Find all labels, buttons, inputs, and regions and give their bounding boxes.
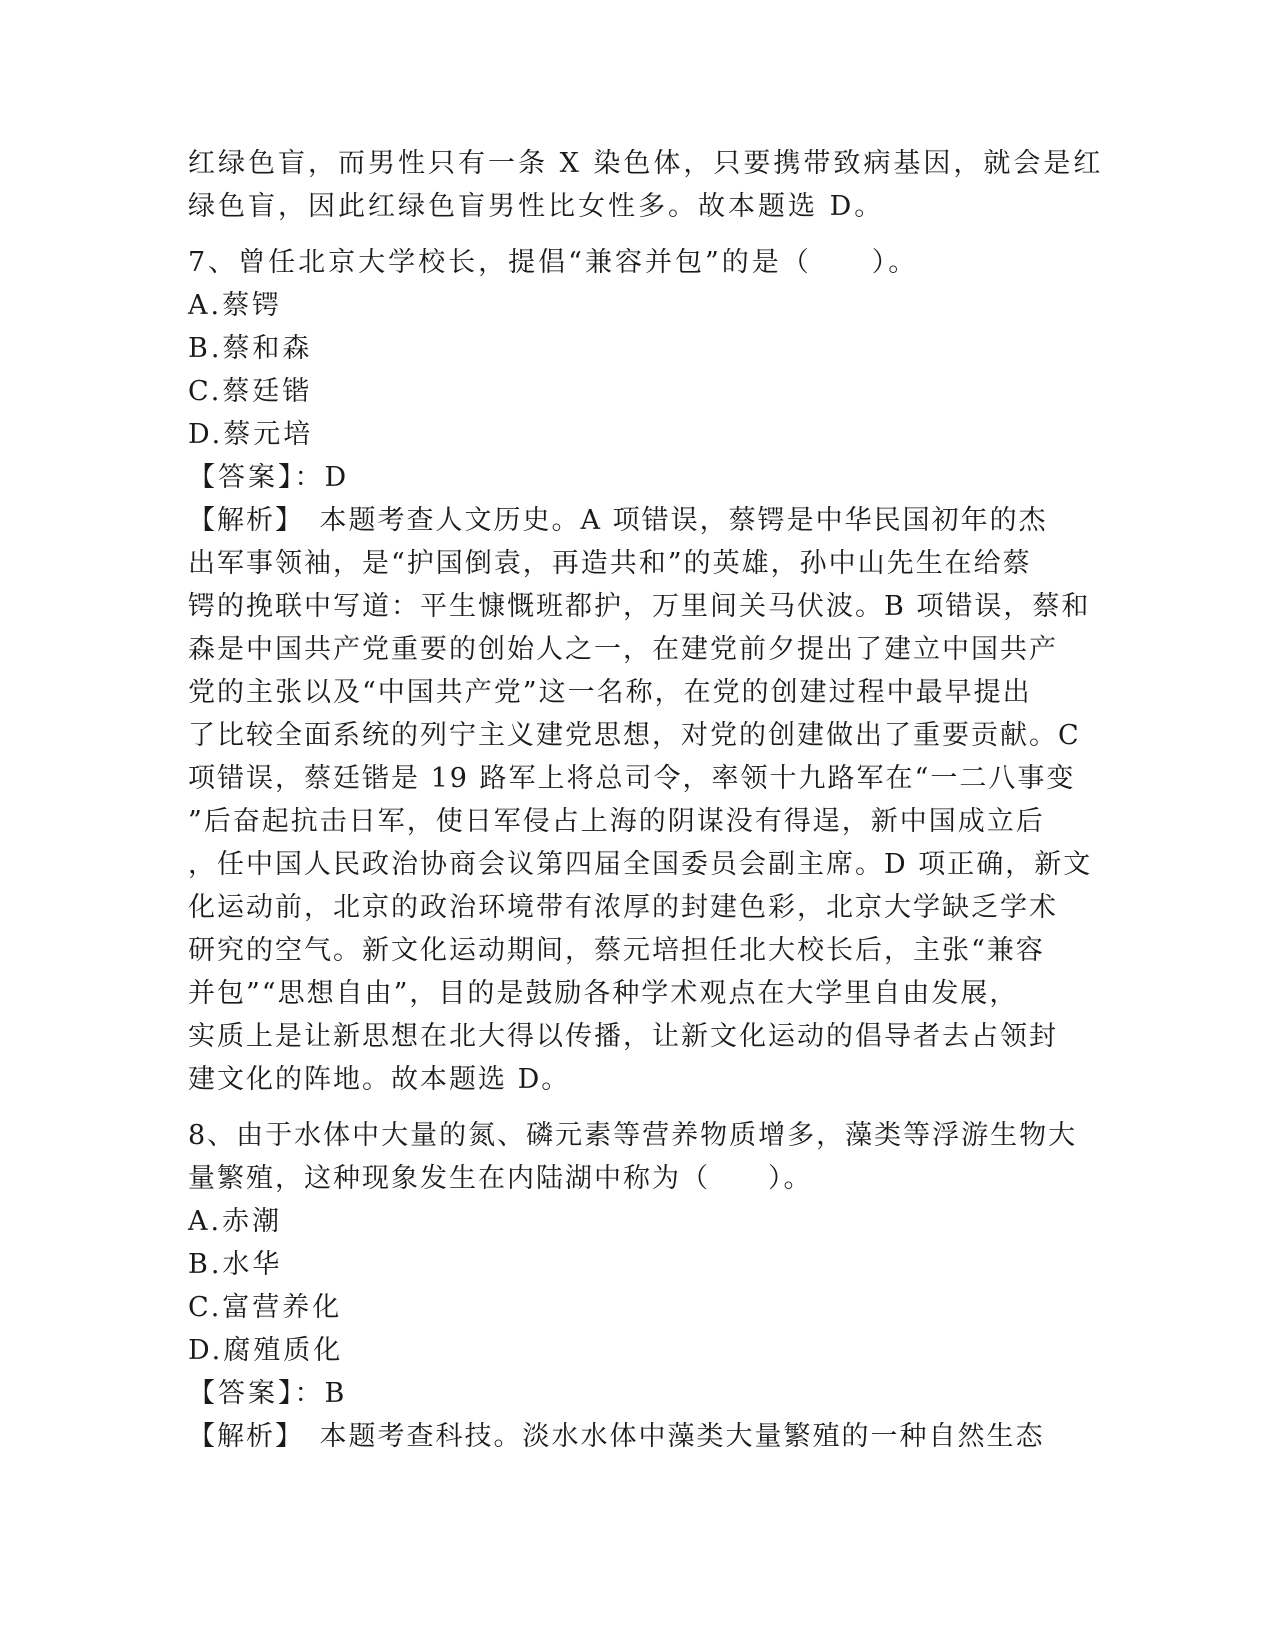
intro-line: 绿色盲，因此红绿色盲男性比女性多。故本题选 D。 — [188, 191, 885, 222]
question-7-analysis-line: 【解析】 本题考查人文历史。A 项错误，蔡锷是中华民国初年的杰 — [188, 505, 1048, 536]
question-7-analysis-line: 建文化的阵地。故本题选 D。 — [188, 1064, 571, 1095]
question-8-stem-line: 量繁殖，这种现象发生在内陆湖中称为（ ）。 — [188, 1163, 813, 1194]
question-7-answer: 【答案】：D — [188, 462, 350, 493]
intro-line: 红绿色盲，而男性只有一条 X 染色体，只要携带致病基因，就会是红 — [188, 148, 1104, 179]
question-8-analysis-line: 【解析】 本题考查科技。淡水水体中藻类大量繁殖的一种自然生态 — [188, 1421, 1045, 1452]
question-8-option-a: A.赤潮 — [188, 1206, 283, 1237]
question-7-analysis-line: ”后奋起抗击日军，使日军侵占上海的阴谋没有得逞，新中国成立后 — [188, 806, 1045, 837]
question-8-option-d: D.腐殖质化 — [188, 1335, 344, 1366]
question-7-analysis-line: 森是中国共产党重要的创始人之一，在建党前夕提出了建立中国共产 — [188, 634, 1058, 665]
question-7-analysis-line: 出军事领袖，是“护国倒袁，再造共和”的英雄，孙中山先生在给蔡 — [188, 548, 1032, 579]
question-7-option-a: A.蔡锷 — [188, 290, 283, 321]
paragraph-gap — [188, 1101, 1088, 1114]
question-7-option-c: C.蔡廷锴 — [188, 376, 313, 407]
question-7-analysis-line: 化运动前，北京的政治环境带有浓厚的封建色彩，北京大学缺乏学术 — [188, 892, 1058, 923]
question-7-analysis-line: 并包”“思想自由”，目的是鼓励各种学术观点在大学里自由发展， — [188, 978, 1019, 1009]
question-7-analysis-line: ，任中国人民政治协商会议第四届全国委员会副主席。D 项正确，新文 — [188, 849, 1093, 880]
paragraph-gap — [188, 228, 1088, 241]
question-8-stem-line: 8、由于水体中大量的氮、磷元素等营养物质增多，藻类等浮游生物大 — [188, 1120, 1078, 1151]
question-8-answer: 【答案】：B — [188, 1378, 348, 1409]
question-7-analysis-line: 项错误，蔡廷锴是 19 路军上将总司令，率领十九路军在“一二八事变 — [188, 763, 1076, 794]
question-8-option-b: B.水华 — [188, 1249, 283, 1280]
question-7-option-d: D.蔡元培 — [188, 419, 314, 450]
question-7-option-b: B.蔡和森 — [188, 333, 313, 364]
question-7-analysis-line: 实质上是让新思想在北大得以传播，让新文化运动的倡导者去占领封 — [188, 1021, 1058, 1052]
question-7-stem: 7、曾任北京大学校长，提倡“兼容并包”的是（ ）。 — [188, 247, 919, 278]
question-7-analysis-line: 锷的挽联中写道：平生慷慨班都护，万里间关马伏波。B 项错误，蔡和 — [188, 591, 1091, 622]
question-7-analysis-line: 党的主张以及“中国共产党”这一名称，在党的创建过程中最早提出 — [188, 677, 1032, 708]
document-content — [188, 142, 1104, 1458]
question-7-analysis-line: 了比较全面系统的列宁主义建党思想，对党的创建做出了重要贡献。C — [188, 720, 1081, 751]
question-7-analysis-line: 研究的空气。新文化运动期间，蔡元培担任北大校长后，主张“兼容 — [188, 935, 1045, 966]
question-8-option-c: C.富营养化 — [188, 1292, 343, 1323]
